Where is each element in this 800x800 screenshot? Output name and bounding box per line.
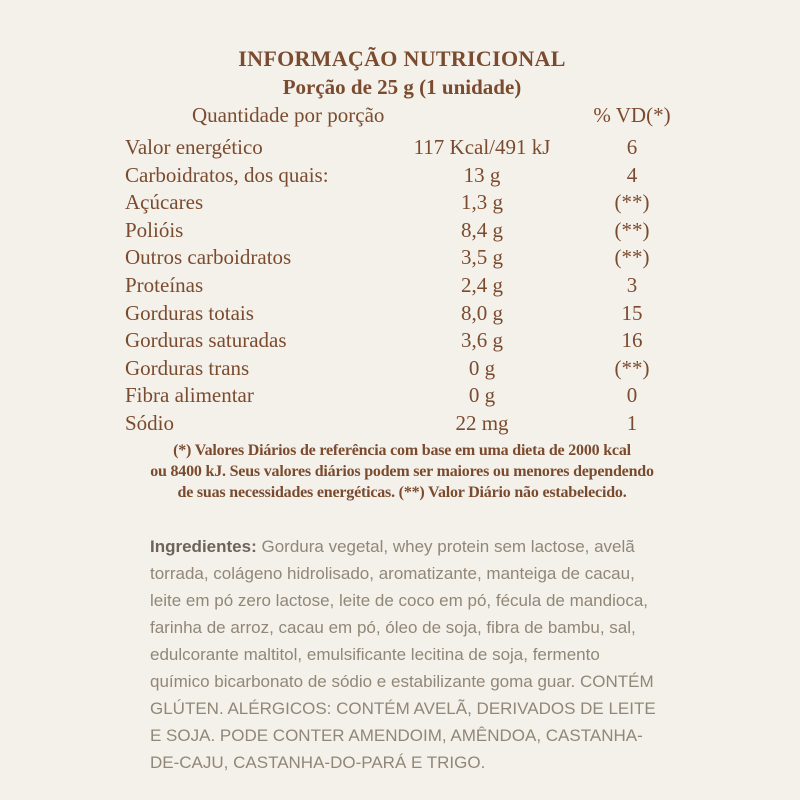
footnote-line: de suas necessidades energéticas. (**) Valor Diário não estabelecido. [177, 483, 627, 501]
nutrient-quantity: 0 g [468, 355, 496, 380]
nutrient-quantity: 13 g [463, 162, 501, 187]
nutrient-quantity: 22 mg [455, 410, 509, 435]
nutrient-row [122, 410, 682, 438]
nutrient-table [122, 134, 682, 438]
nutrient-name: Polióis [125, 217, 184, 242]
nutrient-quantity: 8,0 g [461, 300, 503, 325]
nutrient-name: Açúcares [125, 190, 204, 215]
footnote-line: ou 8400 kJ. Seus valores diários podem ser maiores ou menores dependendo [150, 462, 654, 480]
nutrient-daily-value: (**) [614, 245, 650, 270]
nutrient-daily-value: 3 [626, 272, 638, 297]
nutrient-row [122, 355, 682, 383]
nutrient-name: Carboidratos, dos quais: [125, 162, 329, 187]
ingredients-label: Ingredientes: [150, 536, 257, 556]
serving-size: Porção de 25 g (1 unidade) [282, 75, 522, 99]
footnote-line: (*) Valores Diários de referência com base em uma dieta de 2000 kcal [173, 441, 631, 459]
nutrient-quantity: 1,3 g [461, 190, 503, 215]
table-header-row [122, 101, 682, 129]
nutrient-row [122, 189, 682, 217]
nutrient-daily-value: 6 [626, 135, 638, 159]
ingredients-text: Gordura vegetal, whey protein sem lactose, avelã torrada, colágeno hidrolisado, aromatizante, manteiga de cacau, leite em pó zero lactose, leite de coco em pó, fécula de mandioca, farinha de arroz, cacau em pó, óleo de soja, fibra de bambu, sal, edulcorante maltitol, emulsificante lecitina de soja, fermento químico bicarbonato de sódio e estabilizante goma guar. CONTÉM GLÚTEN. ALÉRGICOS: CONTÉM AVELÃ, DERIVADOS DE LEITE E SOJA. PODE CONTER AMENDOIM, AMÊNDOA, CASTANHA-DE-CAJU, CASTANHA-DO-PARÁ E TRIGO. [150, 536, 656, 772]
ingredients-paragraph [150, 533, 658, 776]
nutrient-name: Gorduras trans [125, 355, 250, 380]
nutrient-quantity: 0 g [468, 383, 496, 408]
nutrient-daily-value: (**) [614, 355, 650, 380]
daily-values-footnote [102, 440, 702, 503]
nutrient-quantity: 3,5 g [461, 245, 503, 270]
nutrition-facts-panel [122, 0, 682, 503]
nutrient-row [122, 382, 682, 410]
nutrient-quantity: 117 Kcal/491 kJ [413, 135, 551, 159]
nutrient-name: Sódio [125, 410, 175, 435]
nutrient-name: Gorduras saturadas [125, 328, 287, 353]
nutrient-daily-value: (**) [614, 190, 650, 215]
nutrient-row [122, 134, 682, 162]
nutrient-row [122, 272, 682, 300]
nutrient-daily-value: 16 [621, 328, 643, 353]
nutrient-daily-value: 1 [626, 410, 638, 435]
nutrient-name: Fibra alimentar [125, 383, 254, 408]
nutrient-row [122, 244, 682, 272]
nutrient-name: Gorduras totais [125, 300, 254, 325]
nutrient-row [122, 300, 682, 328]
nutrient-daily-value: 4 [626, 162, 638, 187]
daily-value-column-header: % VD(*) [593, 103, 671, 127]
nutrient-row [122, 327, 682, 355]
nutrition-title: INFORMAÇÃO NUTRICIONAL [238, 46, 566, 71]
nutrient-name: Outros carboidratos [125, 245, 292, 270]
quantity-column-header: Quantidade por porção [192, 103, 385, 127]
nutrient-row [122, 217, 682, 245]
nutrient-daily-value: 15 [621, 300, 643, 325]
nutrient-quantity: 3,6 g [461, 328, 503, 353]
nutrient-name: Valor energético [125, 135, 263, 159]
nutrient-daily-value: (**) [614, 217, 650, 242]
nutrient-row [122, 162, 682, 190]
nutrient-daily-value: 0 [626, 383, 638, 408]
nutrient-name: Proteínas [125, 272, 204, 297]
nutrient-quantity: 2,4 g [461, 272, 503, 297]
nutrient-quantity: 8,4 g [461, 217, 503, 242]
